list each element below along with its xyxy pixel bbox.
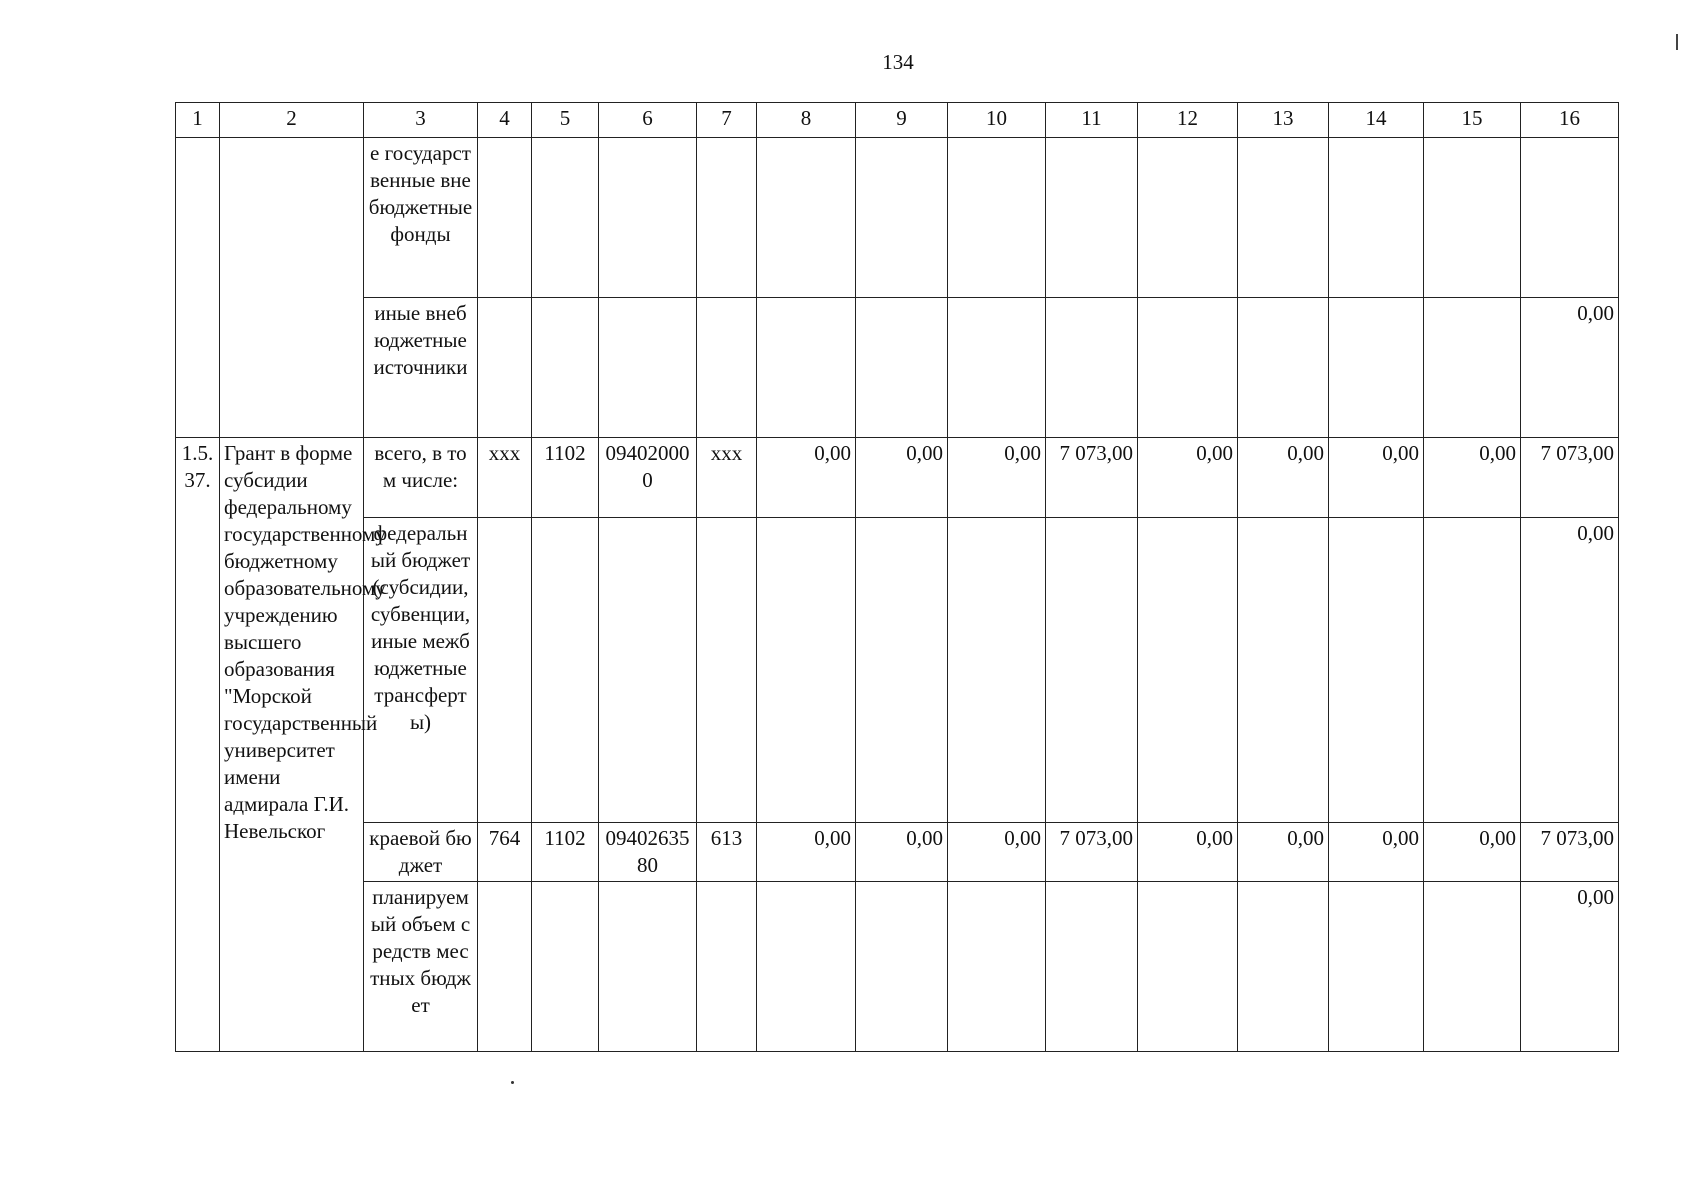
code-cell: 764 [478,823,532,882]
column-header: 13 [1238,103,1329,138]
column-header: 3 [364,103,478,138]
value-cell: 7 073,00 [1046,438,1138,518]
value-cell: 0,00 [856,438,948,518]
table-row-extrabudgetary-funds [176,138,1619,298]
value-cell: 0,00 [1521,518,1619,823]
value-cell: 7 073,00 [1521,438,1619,518]
value-cell: 0,00 [1238,823,1329,882]
column-header: 12 [1138,103,1238,138]
column-header: 10 [948,103,1046,138]
budget-table [175,102,1619,1052]
scan-edge-mark [1676,34,1678,50]
scan-dot-mark [511,1081,514,1084]
value-cell: 7 073,00 [1521,823,1619,882]
column-header: 15 [1424,103,1521,138]
table-row-other-sources [176,298,1619,438]
value-cell: 0,00 [757,438,856,518]
page-number: 134 [882,50,914,74]
funding-source-cell: планируемый объем средств местных бюджет [364,882,478,1052]
value-cell: 0,00 [1521,882,1619,1052]
code-cell: 0940263580 [599,823,697,882]
code-cell: 613 [697,823,757,882]
column-header: 8 [757,103,856,138]
value-cell: 0,00 [1138,438,1238,518]
value-cell: 0,00 [856,823,948,882]
value-cell: 0,00 [1424,823,1521,882]
column-header: 16 [1521,103,1619,138]
table-row-regional-budget [176,823,1619,882]
value-cell: 0,00 [1424,438,1521,518]
empty-cell [220,138,364,438]
column-header: 1 [176,103,220,138]
value-cell: 0,00 [1329,438,1424,518]
funding-source-cell: всего, в том числе: [364,438,478,518]
code-cell: xxx [697,438,757,518]
value-cell: 0,00 [757,823,856,882]
funding-source-cell: краевой бюджет [364,823,478,882]
column-header: 2 [220,103,364,138]
funding-source-cell: е государственные внебюджетные фонды [364,138,478,298]
code-cell: xxx [478,438,532,518]
code-cell: 094020000 [599,438,697,518]
column-header: 11 [1046,103,1138,138]
column-header: 5 [532,103,599,138]
value-cell: 0,00 [948,438,1046,518]
funding-source-cell: иные внебюджетные источники [364,298,478,438]
value-cell: 0,00 [948,823,1046,882]
column-header: 7 [697,103,757,138]
value-cell: 0,00 [1238,438,1329,518]
item-name: Грант в форме субсидии федеральному государственному бюджетному образовательному учреждению высшего образования "Морской государственный университет имени адмирала Г.И. Невельског [220,438,364,1052]
code-cell: 1102 [532,438,599,518]
table-row-total [176,438,1619,518]
column-header: 14 [1329,103,1424,138]
value-cell: 0,00 [1329,823,1424,882]
item-number: 1.5.37. [176,438,220,1052]
code-cell: 1102 [532,823,599,882]
column-header: 9 [856,103,948,138]
funding-source-cell: федеральный бюджет (субсидии, субвенции, иные межбюджетные трансферты) [364,518,478,823]
column-header: 6 [599,103,697,138]
value-cell: 0,00 [1138,823,1238,882]
value-cell: 7 073,00 [1046,823,1138,882]
value-cell: 0,00 [1521,298,1619,438]
table-row-federal-budget [176,518,1619,823]
empty-cell [176,138,220,438]
column-number-row [176,103,1619,138]
table-row-local-budgets [176,882,1619,1052]
column-header: 4 [478,103,532,138]
